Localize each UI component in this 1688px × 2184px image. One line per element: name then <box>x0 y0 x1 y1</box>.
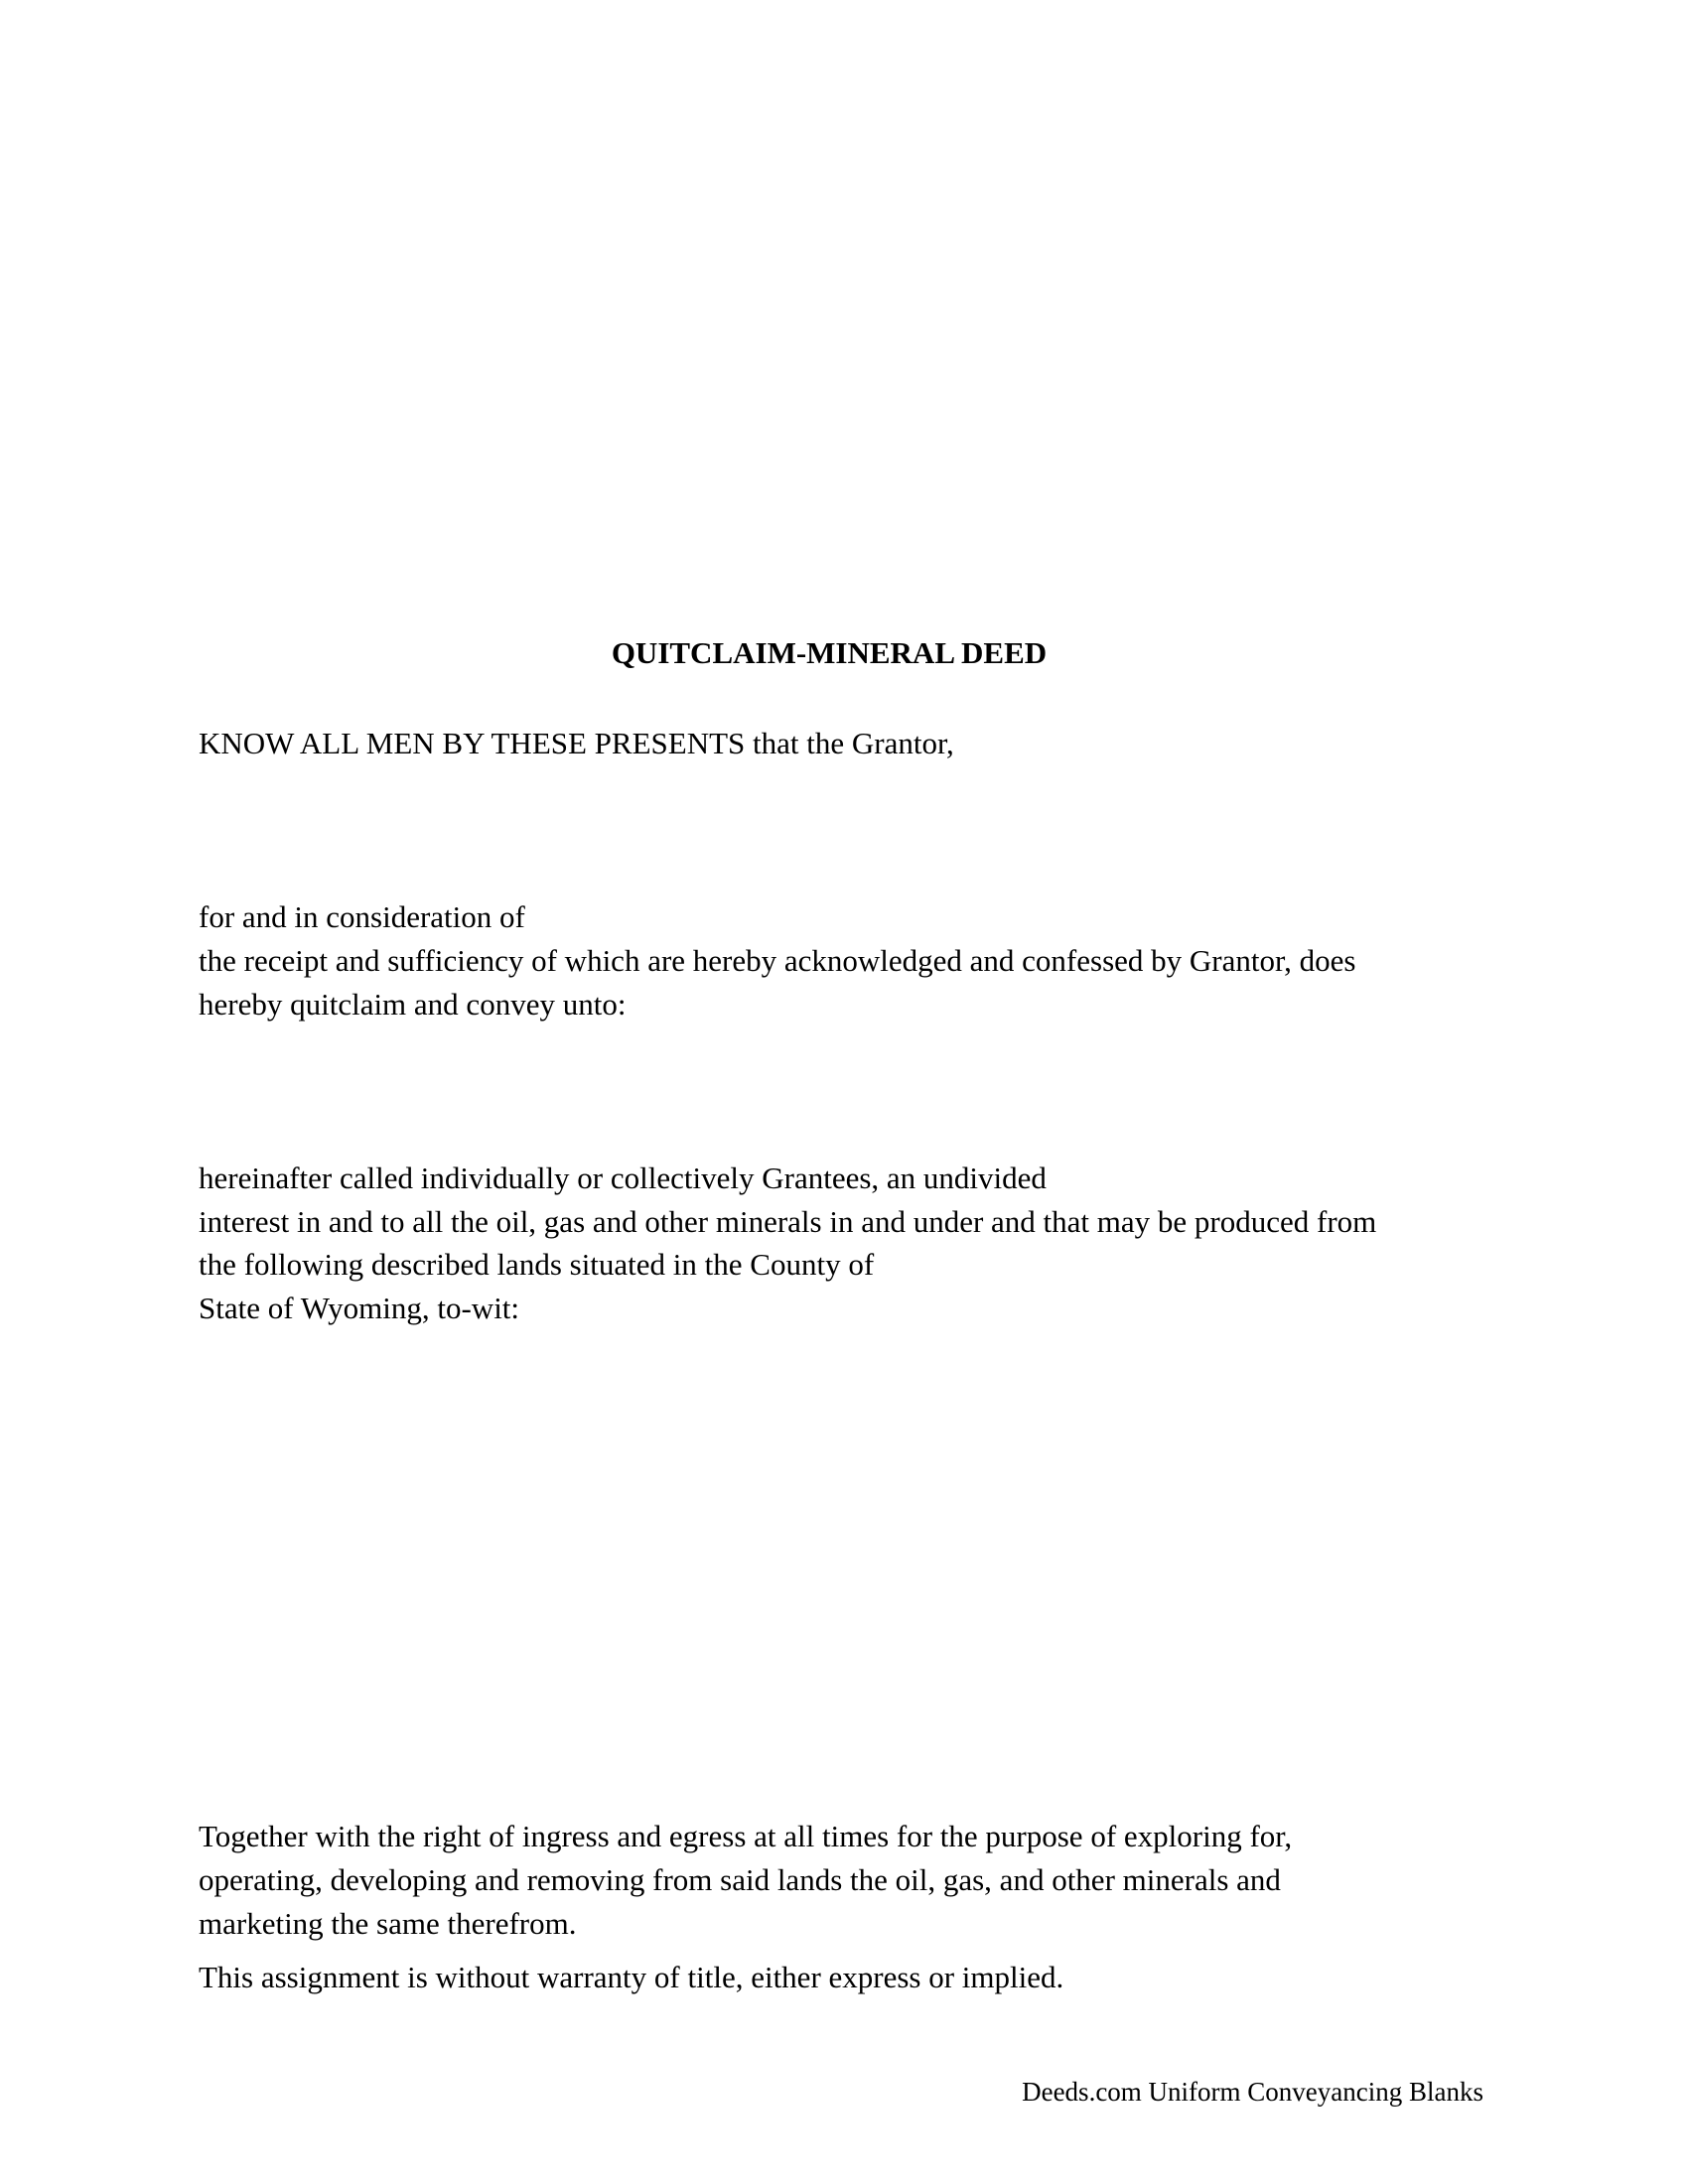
grantees-line-4: State of Wyoming, to-wit: <box>199 1291 520 1325</box>
ingress-line-1: Together with the right of ingress and egress at all times for the purpose of exploring for, <box>199 1819 1293 1853</box>
consideration-line-2: the receipt and sufficiency of which are hereby acknowledged and confessed by Grantor, does <box>199 943 1356 978</box>
grantees-line-2: interest in and to all the oil, gas and other minerals in and under and that may be produced from <box>199 1204 1377 1239</box>
grantees-line-3: the following described lands situated in the County of <box>199 1247 875 1282</box>
document-title: QUITCLAIM-MINERAL DEED <box>611 635 1048 670</box>
warranty-statement: This assignment is without warranty of title, either express or implied. <box>199 1960 1064 1994</box>
opening-line: KNOW ALL MEN BY THESE PRESENTS that the Grantor, <box>199 726 954 760</box>
ingress-line-3: marketing the same therefrom. <box>199 1906 577 1941</box>
grantees-line-1: hereinafter called individually or collectively Grantees, an undivided <box>199 1160 1047 1195</box>
ingress-line-2: operating, developing and removing from said lands the oil, gas, and other minerals and <box>199 1862 1281 1897</box>
footer-text: Deeds.com Uniform Conveyancing Blanks <box>1022 2077 1483 2107</box>
consideration-line-1: for and in consideration of <box>199 899 525 934</box>
consideration-line-3: hereby quitclaim and convey unto: <box>199 987 627 1022</box>
